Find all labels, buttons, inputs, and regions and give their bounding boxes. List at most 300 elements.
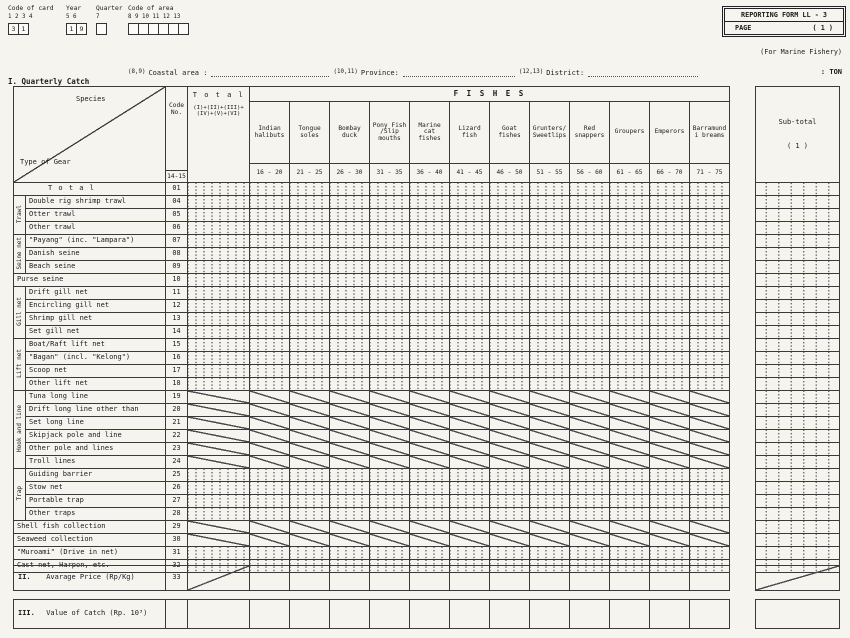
total-cell[interactable] <box>188 196 250 209</box>
catch-cell[interactable] <box>570 443 610 456</box>
catch-cell[interactable] <box>690 235 730 248</box>
total-cell[interactable] <box>188 508 250 521</box>
catch-cell[interactable] <box>370 326 410 339</box>
catch-cell[interactable] <box>330 391 370 404</box>
catch-cell[interactable] <box>610 300 650 313</box>
catch-cell[interactable] <box>530 339 570 352</box>
subtotal-cell[interactable] <box>756 482 840 495</box>
value-cell[interactable] <box>690 600 730 629</box>
subtotal-cell[interactable] <box>756 326 840 339</box>
subtotal-cell[interactable] <box>756 339 840 352</box>
subtotal-cell[interactable] <box>756 508 840 521</box>
catch-cell[interactable] <box>610 456 650 469</box>
catch-cell[interactable] <box>410 378 450 391</box>
catch-cell[interactable] <box>490 339 530 352</box>
catch-cell[interactable] <box>610 352 650 365</box>
subtotal-cell[interactable] <box>756 287 840 300</box>
catch-cell[interactable] <box>650 339 690 352</box>
catch-cell[interactable] <box>250 443 290 456</box>
catch-cell[interactable] <box>690 404 730 417</box>
catch-cell[interactable] <box>650 183 690 196</box>
price-cell[interactable] <box>490 566 530 591</box>
catch-cell[interactable] <box>610 534 650 547</box>
catch-cell[interactable] <box>490 209 530 222</box>
subtotal-cell[interactable] <box>756 183 840 196</box>
catch-cell[interactable] <box>530 209 570 222</box>
catch-cell[interactable] <box>530 326 570 339</box>
catch-cell[interactable] <box>330 534 370 547</box>
catch-cell[interactable] <box>650 404 690 417</box>
catch-cell[interactable] <box>530 248 570 261</box>
catch-cell[interactable] <box>570 183 610 196</box>
catch-cell[interactable] <box>450 430 490 443</box>
catch-cell[interactable] <box>490 248 530 261</box>
catch-cell[interactable] <box>490 404 530 417</box>
catch-cell[interactable] <box>370 547 410 560</box>
catch-cell[interactable] <box>410 300 450 313</box>
catch-cell[interactable] <box>250 469 290 482</box>
catch-cell[interactable] <box>490 534 530 547</box>
subtotal-cell[interactable] <box>756 521 840 534</box>
catch-cell[interactable] <box>450 443 490 456</box>
catch-cell[interactable] <box>490 469 530 482</box>
catch-cell[interactable] <box>530 365 570 378</box>
total-cell[interactable] <box>188 495 250 508</box>
total-cell[interactable] <box>188 521 250 534</box>
code-box[interactable] <box>96 23 107 35</box>
catch-cell[interactable] <box>650 482 690 495</box>
value-cell[interactable] <box>490 600 530 629</box>
subtotal-cell[interactable] <box>756 391 840 404</box>
catch-cell[interactable] <box>650 235 690 248</box>
catch-cell[interactable] <box>690 456 730 469</box>
catch-cell[interactable] <box>250 261 290 274</box>
catch-cell[interactable] <box>450 391 490 404</box>
catch-cell[interactable] <box>250 430 290 443</box>
catch-cell[interactable] <box>330 235 370 248</box>
catch-cell[interactable] <box>610 339 650 352</box>
catch-cell[interactable] <box>450 313 490 326</box>
catch-cell[interactable] <box>570 326 610 339</box>
catch-cell[interactable] <box>410 261 450 274</box>
catch-cell[interactable] <box>250 326 290 339</box>
catch-cell[interactable] <box>530 300 570 313</box>
catch-cell[interactable] <box>570 482 610 495</box>
catch-cell[interactable] <box>490 365 530 378</box>
catch-cell[interactable] <box>330 300 370 313</box>
catch-cell[interactable] <box>330 248 370 261</box>
subtotal-cell[interactable] <box>756 274 840 287</box>
catch-cell[interactable] <box>290 534 330 547</box>
catch-cell[interactable] <box>650 521 690 534</box>
subtotal-cell[interactable] <box>756 443 840 456</box>
catch-cell[interactable] <box>650 313 690 326</box>
catch-cell[interactable] <box>610 196 650 209</box>
catch-cell[interactable] <box>370 196 410 209</box>
catch-cell[interactable] <box>650 443 690 456</box>
catch-cell[interactable] <box>650 430 690 443</box>
catch-cell[interactable] <box>650 378 690 391</box>
catch-cell[interactable] <box>570 521 610 534</box>
catch-cell[interactable] <box>690 222 730 235</box>
coastal-fill-line[interactable] <box>211 68 329 77</box>
catch-cell[interactable] <box>610 287 650 300</box>
value-cell[interactable] <box>570 600 610 629</box>
catch-cell[interactable] <box>490 183 530 196</box>
catch-cell[interactable] <box>530 534 570 547</box>
price-cell[interactable] <box>570 566 610 591</box>
catch-cell[interactable] <box>570 430 610 443</box>
catch-cell[interactable] <box>490 274 530 287</box>
catch-cell[interactable] <box>410 326 450 339</box>
price-cell[interactable] <box>370 566 410 591</box>
catch-cell[interactable] <box>570 456 610 469</box>
catch-cell[interactable] <box>330 521 370 534</box>
catch-cell[interactable] <box>410 547 450 560</box>
catch-cell[interactable] <box>690 183 730 196</box>
catch-cell[interactable] <box>490 378 530 391</box>
catch-cell[interactable] <box>290 521 330 534</box>
catch-cell[interactable] <box>650 469 690 482</box>
catch-cell[interactable] <box>530 235 570 248</box>
catch-cell[interactable] <box>290 391 330 404</box>
subtotal-cell[interactable] <box>756 566 840 591</box>
catch-cell[interactable] <box>330 209 370 222</box>
catch-cell[interactable] <box>570 248 610 261</box>
catch-cell[interactable] <box>370 183 410 196</box>
catch-cell[interactable] <box>250 248 290 261</box>
catch-cell[interactable] <box>570 417 610 430</box>
catch-cell[interactable] <box>290 547 330 560</box>
catch-cell[interactable] <box>650 391 690 404</box>
catch-cell[interactable] <box>370 287 410 300</box>
total-cell[interactable] <box>188 443 250 456</box>
catch-cell[interactable] <box>330 469 370 482</box>
value-cell[interactable] <box>650 600 690 629</box>
catch-cell[interactable] <box>530 287 570 300</box>
total-cell[interactable] <box>188 547 250 560</box>
subtotal-cell[interactable] <box>756 248 840 261</box>
catch-cell[interactable] <box>490 352 530 365</box>
catch-cell[interactable] <box>370 391 410 404</box>
total-cell[interactable] <box>188 430 250 443</box>
catch-cell[interactable] <box>330 339 370 352</box>
catch-cell[interactable] <box>490 482 530 495</box>
total-cell[interactable] <box>188 417 250 430</box>
catch-cell[interactable] <box>690 248 730 261</box>
province-fill-line[interactable] <box>403 68 515 77</box>
total-cell[interactable] <box>188 313 250 326</box>
catch-cell[interactable] <box>450 183 490 196</box>
catch-cell[interactable] <box>650 274 690 287</box>
catch-cell[interactable] <box>450 495 490 508</box>
catch-cell[interactable] <box>530 456 570 469</box>
catch-cell[interactable] <box>690 300 730 313</box>
catch-cell[interactable] <box>610 469 650 482</box>
catch-cell[interactable] <box>250 456 290 469</box>
catch-cell[interactable] <box>650 209 690 222</box>
catch-cell[interactable] <box>490 313 530 326</box>
catch-cell[interactable] <box>410 313 450 326</box>
catch-cell[interactable] <box>570 222 610 235</box>
code-box[interactable]: 3 <box>8 23 19 35</box>
value-cell[interactable] <box>370 600 410 629</box>
catch-cell[interactable] <box>650 300 690 313</box>
catch-cell[interactable] <box>370 378 410 391</box>
catch-cell[interactable] <box>290 222 330 235</box>
catch-cell[interactable] <box>690 521 730 534</box>
catch-cell[interactable] <box>330 196 370 209</box>
catch-cell[interactable] <box>290 261 330 274</box>
catch-cell[interactable] <box>450 274 490 287</box>
catch-cell[interactable] <box>690 326 730 339</box>
catch-cell[interactable] <box>410 456 450 469</box>
catch-cell[interactable] <box>250 313 290 326</box>
catch-cell[interactable] <box>330 222 370 235</box>
catch-cell[interactable] <box>330 378 370 391</box>
catch-cell[interactable] <box>250 300 290 313</box>
catch-cell[interactable] <box>570 495 610 508</box>
subtotal-cell[interactable] <box>756 417 840 430</box>
catch-cell[interactable] <box>330 547 370 560</box>
catch-cell[interactable] <box>410 248 450 261</box>
subtotal-cell[interactable] <box>756 300 840 313</box>
catch-cell[interactable] <box>410 209 450 222</box>
catch-cell[interactable] <box>570 287 610 300</box>
catch-cell[interactable] <box>650 456 690 469</box>
value-cell[interactable] <box>450 600 490 629</box>
catch-cell[interactable] <box>530 417 570 430</box>
catch-cell[interactable] <box>650 365 690 378</box>
catch-cell[interactable] <box>570 508 610 521</box>
catch-cell[interactable] <box>570 534 610 547</box>
catch-cell[interactable] <box>610 183 650 196</box>
catch-cell[interactable] <box>570 274 610 287</box>
value-cell[interactable] <box>530 600 570 629</box>
total-cell[interactable] <box>188 391 250 404</box>
catch-cell[interactable] <box>610 391 650 404</box>
catch-cell[interactable] <box>490 196 530 209</box>
catch-cell[interactable] <box>370 404 410 417</box>
catch-cell[interactable] <box>650 352 690 365</box>
total-cell[interactable] <box>188 326 250 339</box>
catch-cell[interactable] <box>690 339 730 352</box>
price-cell[interactable] <box>690 566 730 591</box>
catch-cell[interactable] <box>250 417 290 430</box>
catch-cell[interactable] <box>410 235 450 248</box>
value-cell[interactable] <box>330 600 370 629</box>
catch-cell[interactable] <box>530 313 570 326</box>
catch-cell[interactable] <box>450 300 490 313</box>
catch-cell[interactable] <box>450 365 490 378</box>
catch-cell[interactable] <box>610 248 650 261</box>
catch-cell[interactable] <box>610 482 650 495</box>
subtotal-cell[interactable] <box>756 547 840 560</box>
catch-cell[interactable] <box>650 495 690 508</box>
total-cell[interactable] <box>188 261 250 274</box>
catch-cell[interactable] <box>570 404 610 417</box>
catch-cell[interactable] <box>370 261 410 274</box>
catch-cell[interactable] <box>450 287 490 300</box>
catch-cell[interactable] <box>370 352 410 365</box>
catch-cell[interactable] <box>610 443 650 456</box>
catch-cell[interactable] <box>250 235 290 248</box>
catch-cell[interactable] <box>690 417 730 430</box>
value-cell[interactable] <box>290 600 330 629</box>
catch-cell[interactable] <box>650 287 690 300</box>
subtotal-cell[interactable] <box>756 261 840 274</box>
catch-cell[interactable] <box>610 235 650 248</box>
catch-cell[interactable] <box>490 287 530 300</box>
catch-cell[interactable] <box>490 495 530 508</box>
catch-cell[interactable] <box>530 404 570 417</box>
catch-cell[interactable] <box>530 378 570 391</box>
catch-cell[interactable] <box>330 287 370 300</box>
catch-cell[interactable] <box>650 222 690 235</box>
subtotal-cell[interactable] <box>756 209 840 222</box>
catch-cell[interactable] <box>250 378 290 391</box>
catch-cell[interactable] <box>490 443 530 456</box>
catch-cell[interactable] <box>370 417 410 430</box>
catch-cell[interactable] <box>570 313 610 326</box>
catch-cell[interactable] <box>490 235 530 248</box>
total-cell[interactable] <box>188 209 250 222</box>
catch-cell[interactable] <box>570 209 610 222</box>
catch-cell[interactable] <box>450 508 490 521</box>
catch-cell[interactable] <box>410 417 450 430</box>
total-cell[interactable] <box>188 566 250 591</box>
catch-cell[interactable] <box>450 482 490 495</box>
price-cell[interactable] <box>410 566 450 591</box>
catch-cell[interactable] <box>650 547 690 560</box>
catch-cell[interactable] <box>530 443 570 456</box>
catch-cell[interactable] <box>330 313 370 326</box>
catch-cell[interactable] <box>250 287 290 300</box>
catch-cell[interactable] <box>410 443 450 456</box>
catch-cell[interactable] <box>570 378 610 391</box>
catch-cell[interactable] <box>450 196 490 209</box>
catch-cell[interactable] <box>370 521 410 534</box>
catch-cell[interactable] <box>570 339 610 352</box>
catch-cell[interactable] <box>410 352 450 365</box>
catch-cell[interactable] <box>610 209 650 222</box>
catch-cell[interactable] <box>450 404 490 417</box>
catch-cell[interactable] <box>530 391 570 404</box>
catch-cell[interactable] <box>610 430 650 443</box>
catch-cell[interactable] <box>250 365 290 378</box>
catch-cell[interactable] <box>290 235 330 248</box>
catch-cell[interactable] <box>370 222 410 235</box>
catch-cell[interactable] <box>690 365 730 378</box>
catch-cell[interactable] <box>690 495 730 508</box>
catch-cell[interactable] <box>450 456 490 469</box>
catch-cell[interactable] <box>570 196 610 209</box>
catch-cell[interactable] <box>370 469 410 482</box>
catch-cell[interactable] <box>690 430 730 443</box>
code-box[interactable]: 1 <box>66 23 77 35</box>
catch-cell[interactable] <box>370 274 410 287</box>
catch-cell[interactable] <box>370 209 410 222</box>
catch-cell[interactable] <box>570 547 610 560</box>
catch-cell[interactable] <box>330 495 370 508</box>
catch-cell[interactable] <box>410 183 450 196</box>
catch-cell[interactable] <box>290 300 330 313</box>
catch-cell[interactable] <box>650 326 690 339</box>
catch-cell[interactable] <box>330 430 370 443</box>
total-cell[interactable] <box>188 274 250 287</box>
catch-cell[interactable] <box>650 248 690 261</box>
catch-cell[interactable] <box>530 508 570 521</box>
catch-cell[interactable] <box>290 209 330 222</box>
subtotal-cell[interactable] <box>756 430 840 443</box>
catch-cell[interactable] <box>290 443 330 456</box>
catch-cell[interactable] <box>450 209 490 222</box>
catch-cell[interactable] <box>690 508 730 521</box>
catch-cell[interactable] <box>610 547 650 560</box>
value-cell[interactable] <box>410 600 450 629</box>
catch-cell[interactable] <box>410 196 450 209</box>
catch-cell[interactable] <box>610 521 650 534</box>
catch-cell[interactable] <box>450 521 490 534</box>
catch-cell[interactable] <box>250 222 290 235</box>
catch-cell[interactable] <box>370 456 410 469</box>
catch-cell[interactable] <box>330 274 370 287</box>
catch-cell[interactable] <box>290 404 330 417</box>
catch-cell[interactable] <box>690 196 730 209</box>
catch-cell[interactable] <box>690 391 730 404</box>
catch-cell[interactable] <box>570 391 610 404</box>
total-cell[interactable] <box>188 482 250 495</box>
catch-cell[interactable] <box>490 261 530 274</box>
catch-cell[interactable] <box>570 365 610 378</box>
catch-cell[interactable] <box>450 352 490 365</box>
catch-cell[interactable] <box>490 521 530 534</box>
catch-cell[interactable] <box>650 417 690 430</box>
catch-cell[interactable] <box>690 443 730 456</box>
price-cell[interactable] <box>330 566 370 591</box>
catch-cell[interactable] <box>530 196 570 209</box>
catch-cell[interactable] <box>650 196 690 209</box>
catch-cell[interactable] <box>650 508 690 521</box>
total-cell[interactable] <box>188 404 250 417</box>
catch-cell[interactable] <box>290 365 330 378</box>
catch-cell[interactable] <box>690 547 730 560</box>
catch-cell[interactable] <box>290 430 330 443</box>
catch-cell[interactable] <box>330 352 370 365</box>
catch-cell[interactable] <box>490 430 530 443</box>
value-cell[interactable] <box>250 600 290 629</box>
catch-cell[interactable] <box>530 469 570 482</box>
catch-cell[interactable] <box>290 495 330 508</box>
catch-cell[interactable] <box>410 521 450 534</box>
subtotal-cell[interactable] <box>756 196 840 209</box>
total-cell[interactable] <box>188 456 250 469</box>
price-cell[interactable] <box>290 566 330 591</box>
catch-cell[interactable] <box>530 521 570 534</box>
catch-cell[interactable] <box>530 430 570 443</box>
catch-cell[interactable] <box>690 352 730 365</box>
catch-cell[interactable] <box>370 339 410 352</box>
catch-cell[interactable] <box>370 235 410 248</box>
catch-cell[interactable] <box>410 534 450 547</box>
catch-cell[interactable] <box>690 534 730 547</box>
catch-cell[interactable] <box>450 534 490 547</box>
catch-cell[interactable] <box>450 547 490 560</box>
subtotal-cell[interactable] <box>756 469 840 482</box>
total-cell[interactable] <box>188 378 250 391</box>
total-cell[interactable] <box>188 287 250 300</box>
catch-cell[interactable] <box>290 196 330 209</box>
